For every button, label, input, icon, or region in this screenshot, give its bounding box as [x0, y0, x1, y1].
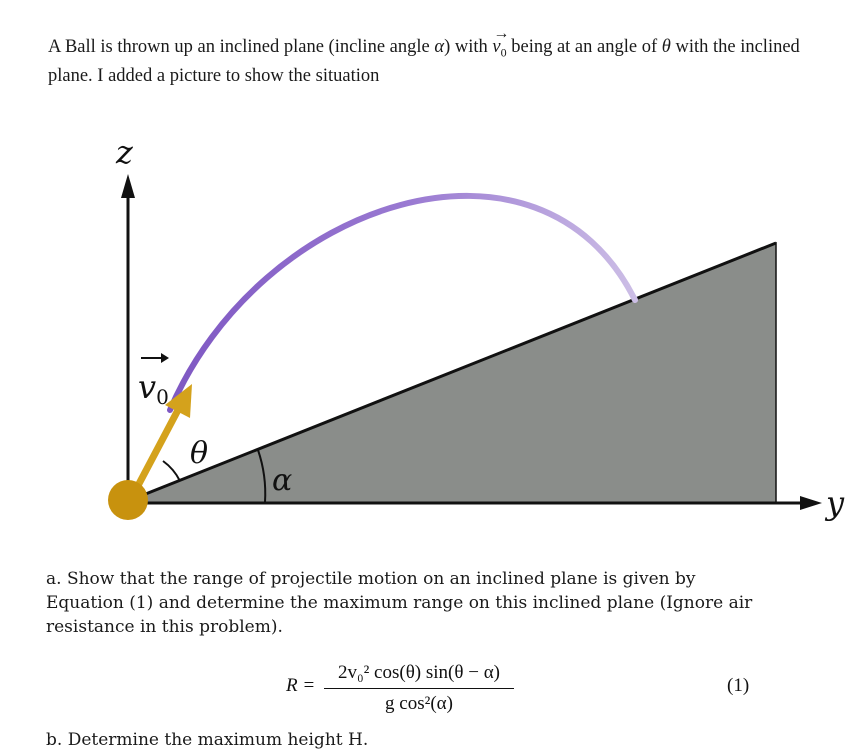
ball — [108, 480, 148, 520]
v0-vector-symbol: → $v_0$ — [492, 36, 506, 65]
v0-vector-bar-head — [161, 353, 169, 363]
incline-figure — [0, 120, 845, 550]
equation-denominator: g cos²(α) — [385, 693, 453, 714]
y-axis-label: y — [826, 484, 845, 522]
equation-numerator: 2v₀² cos(θ) sin(θ − α) — [337, 662, 500, 683]
intro-text-4: with the inclined plane. I added a picture to show the situation — [48, 37, 800, 86]
theta-angle-arc — [163, 461, 180, 481]
alpha-symbol: α — [434, 37, 445, 57]
problem-statement — [48, 36, 828, 88]
z-axis-arrowhead — [121, 174, 135, 198]
alpha-label: α — [272, 463, 293, 498]
fraction-bar — [324, 688, 514, 689]
intro-text-1: A Ball is thrown up an inclined plane (incline angle — [48, 37, 435, 57]
v0-label: v0 — [138, 368, 169, 409]
equation-lhs: R = — [286, 675, 316, 696]
z-axis-label: z — [116, 133, 133, 171]
range-equation — [0, 660, 845, 720]
intro-text-2: ) with — [444, 37, 493, 57]
question-a: a. Show that the range of projectile motion on an inclined plane is given by Equation (1) and determine the maximum range on this inclined plane (Ignore air resistance in this problem). — [46, 569, 753, 637]
question-b: b. Determine the maximum height H. — [46, 730, 369, 750]
equation-number: (1) — [727, 675, 750, 696]
theta-symbol: θ — [661, 37, 671, 57]
intro-text-3: being at an angle of — [506, 37, 662, 57]
equation-fraction — [324, 660, 514, 717]
y-axis-arrowhead — [800, 496, 822, 510]
theta-label: θ — [190, 436, 209, 471]
incline-diagram — [0, 120, 845, 550]
